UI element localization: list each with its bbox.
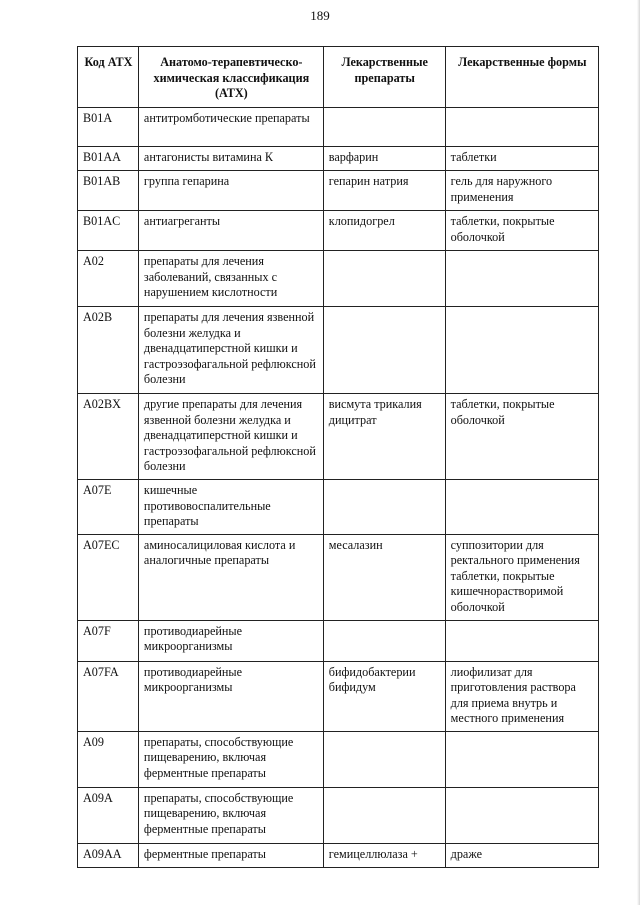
drug-cell — [323, 480, 445, 535]
atc-table — [77, 46, 599, 868]
drug-cell: висмута трикалия дицитрат — [323, 394, 445, 480]
table-row — [78, 307, 599, 394]
drug-cell: варфарин — [323, 147, 445, 171]
table-header-row — [78, 47, 599, 108]
atc-code-cell: A09 — [78, 731, 139, 787]
dosage-form-cell — [445, 731, 598, 787]
dosage-form-cell: лиофилизат для приготовления раствора для приема внутрь и местного применения — [445, 661, 598, 731]
table-row — [78, 394, 599, 480]
drug-cell — [323, 108, 445, 147]
table-row — [78, 480, 599, 535]
page-number: 189 — [310, 8, 330, 23]
dosage-form-cell — [445, 620, 598, 661]
classification-cell: другие препараты для лечения язвенной болезни желудка и двенадцатиперстной кишки и гастроэзофагальной рефлюксной болезни — [138, 394, 323, 480]
classification-cell: антагонисты витамина К — [138, 147, 323, 171]
atc-code-cell: A07EC — [78, 534, 139, 620]
dosage-form-cell — [445, 108, 598, 147]
classification-cell: противодиарейные микроорганизмы — [138, 661, 323, 731]
atc-code-cell: A02B — [78, 307, 139, 394]
classification-cell: противодиарейные микроорганизмы — [138, 620, 323, 661]
drug-cell: гемицеллюлаза + — [323, 843, 445, 867]
header-drugs: Лекарственные препараты — [323, 47, 445, 108]
atc-code-cell: A02 — [78, 251, 139, 307]
dosage-form-cell: таблетки — [445, 147, 598, 171]
drug-cell — [323, 307, 445, 394]
table-row — [78, 108, 599, 147]
classification-cell: группа гепарина — [138, 171, 323, 211]
dosage-form-cell: драже — [445, 843, 598, 867]
table-row — [78, 171, 599, 211]
atc-code-cell: B01AB — [78, 171, 139, 211]
dosage-form-cell: суппозитории для ректального применения таблетки, покрытые кишечнорастворимой оболочкой — [445, 534, 598, 620]
atc-code-cell: B01AA — [78, 147, 139, 171]
classification-cell: препараты для лечения заболеваний, связанных с нарушением кислотности — [138, 251, 323, 307]
classification-cell: кишечные противовоспалительные препараты — [138, 480, 323, 535]
atc-code-cell: A07F — [78, 620, 139, 661]
drug-cell: месалазин — [323, 534, 445, 620]
classification-cell: антитромботические препараты — [138, 108, 323, 147]
drug-cell: клопидогрел — [323, 211, 445, 251]
table-row — [78, 211, 599, 251]
atc-code-cell: B01AC — [78, 211, 139, 251]
header-atc-code: Код АТХ — [78, 47, 139, 108]
drug-cell: гепарин натрия — [323, 171, 445, 211]
classification-cell: антиагреганты — [138, 211, 323, 251]
table-row — [78, 787, 599, 843]
atc-code-cell: A09AA — [78, 843, 139, 867]
classification-cell: ферментные препараты — [138, 843, 323, 867]
table-row — [78, 147, 599, 171]
table-row — [78, 251, 599, 307]
table-row — [78, 620, 599, 661]
classification-cell: препараты, способствующие пищеварению, включая ферментные препараты — [138, 731, 323, 787]
dosage-form-cell — [445, 251, 598, 307]
table-row — [78, 534, 599, 620]
classification-cell: препараты, способствующие пищеварению, включая ферментные препараты — [138, 787, 323, 843]
drug-cell: бифидобактерии бифидум — [323, 661, 445, 731]
dosage-form-cell — [445, 307, 598, 394]
atc-code-cell: A07FA — [78, 661, 139, 731]
dosage-form-cell: таблетки, покрытые оболочкой — [445, 394, 598, 480]
dosage-form-cell: гель для наружного применения — [445, 171, 598, 211]
classification-cell: аминосалициловая кислота и аналогичные препараты — [138, 534, 323, 620]
classification-cell: препараты для лечения язвенной болезни желудка и двенадцатиперстной кишки и гастроэзофагальной рефлюксной болезни — [138, 307, 323, 394]
drug-cell — [323, 787, 445, 843]
atc-code-cell: A02BX — [78, 394, 139, 480]
header-atc-classification: Анатомо-терапевтическо-химическая классификация (АТХ) — [138, 47, 323, 108]
table-row — [78, 661, 599, 731]
dosage-form-cell — [445, 787, 598, 843]
drug-cell — [323, 251, 445, 307]
table-row — [78, 843, 599, 867]
header-dosage-forms: Лекарственные формы — [445, 47, 598, 108]
atc-code-cell: A07E — [78, 480, 139, 535]
table-row — [78, 731, 599, 787]
drug-cell — [323, 731, 445, 787]
drug-cell — [323, 620, 445, 661]
dosage-form-cell: таблетки, покрытые оболочкой — [445, 211, 598, 251]
atc-code-cell: B01A — [78, 108, 139, 147]
dosage-form-cell — [445, 480, 598, 535]
atc-code-cell: A09A — [78, 787, 139, 843]
